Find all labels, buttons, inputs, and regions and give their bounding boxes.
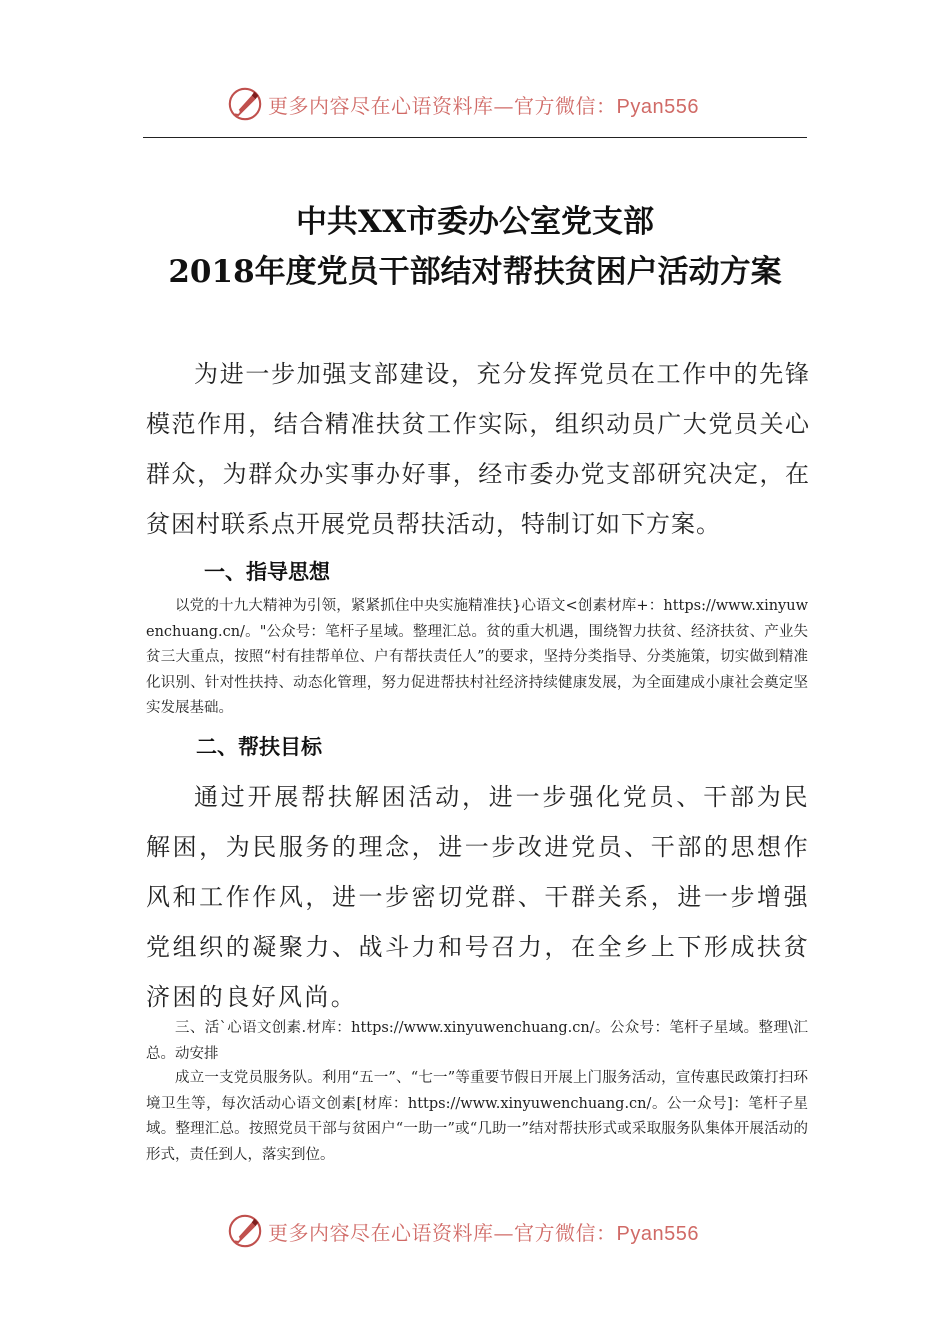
watermark-header [226,84,699,124]
document-title-line2: 2018年度党员干部结对帮扶贫困户活动方案 [168,254,782,290]
section2-heading: 二、帮扶目标 [196,735,322,759]
watermark-footer [226,1211,699,1251]
section3-heading: 三、活`心语文创素.材库：https://www.xinyuwenchuang.cn/。公众号：笔杆子星域。整理\汇总。动安排 [146,1020,808,1062]
watermark-text: 更多内容尽在心语资料库—官方微信：Pyan556 [268,1220,699,1245]
watermark-text: 更多内容尽在心语资料库—官方微信：Pyan556 [268,93,699,118]
section1-body: 以党的十九大精神为引领，紧紧抓住中央实施精准扶}心语文<创素材库+：https://www.xinyuwenchuang.cn/。"公众号：笔杆子星域。整理汇总。贫的重大机遇，围绕智力扶贫、经济扶贫、产业失贫三大重点，按照“村有挂帮单位、户有帮扶责任人”的要求，坚持分类指导、分类施策，切实做到精准化识别、针对性扶持、动态化管理，努力促进帮扶村社经济持续健康发展，为全面建成小康社会奠定坚实发展基础。 [146,598,808,716]
section3-body: 成立一支党员服务队。利用“五一”、“七一”等重要节假日开展上门服务活动，宣传惠民政策打扫环境卫生等，每次活动心语文创素[材库：https://www.xinyuwenchuang.cn/。公一众号]：笔杆子星域。整理汇总。按照党员干部与贫困户“一助一”或“几助一”结对帮扶形式或采取服务队集体开展活动的形式，责任到人，落实到位。 [146,1070,808,1163]
section2-body: 通过开展帮扶解困活动，进一步强化党员、干部为民解困，为民服务的理念，进一步改进党员、干部的思想作风和工作作风，进一步密切党群、干群关系，进一步增强党组织的凝聚力、战斗力和号召力，在全乡上下形成扶贫济困的良好风尚。 [146,783,810,1011]
pen-logo-icon [226,85,264,123]
header-divider [143,137,807,138]
section1-heading: 一、指导思想 [204,560,330,584]
intro-paragraph: 为进一步加强支部建设，充分发挥党员在工作中的先锋模范作用，结合精准扶贫工作实际，组织动员广大党员关心群众，为群众办实事办好事，经市委办党支部研究决定，在贫困村联系点开展党员帮扶活动，特制订如下方案。 [146,360,810,538]
pen-logo-icon [226,1212,264,1250]
document-title-line1: 中共XX市委办公室党支部 [295,204,655,240]
